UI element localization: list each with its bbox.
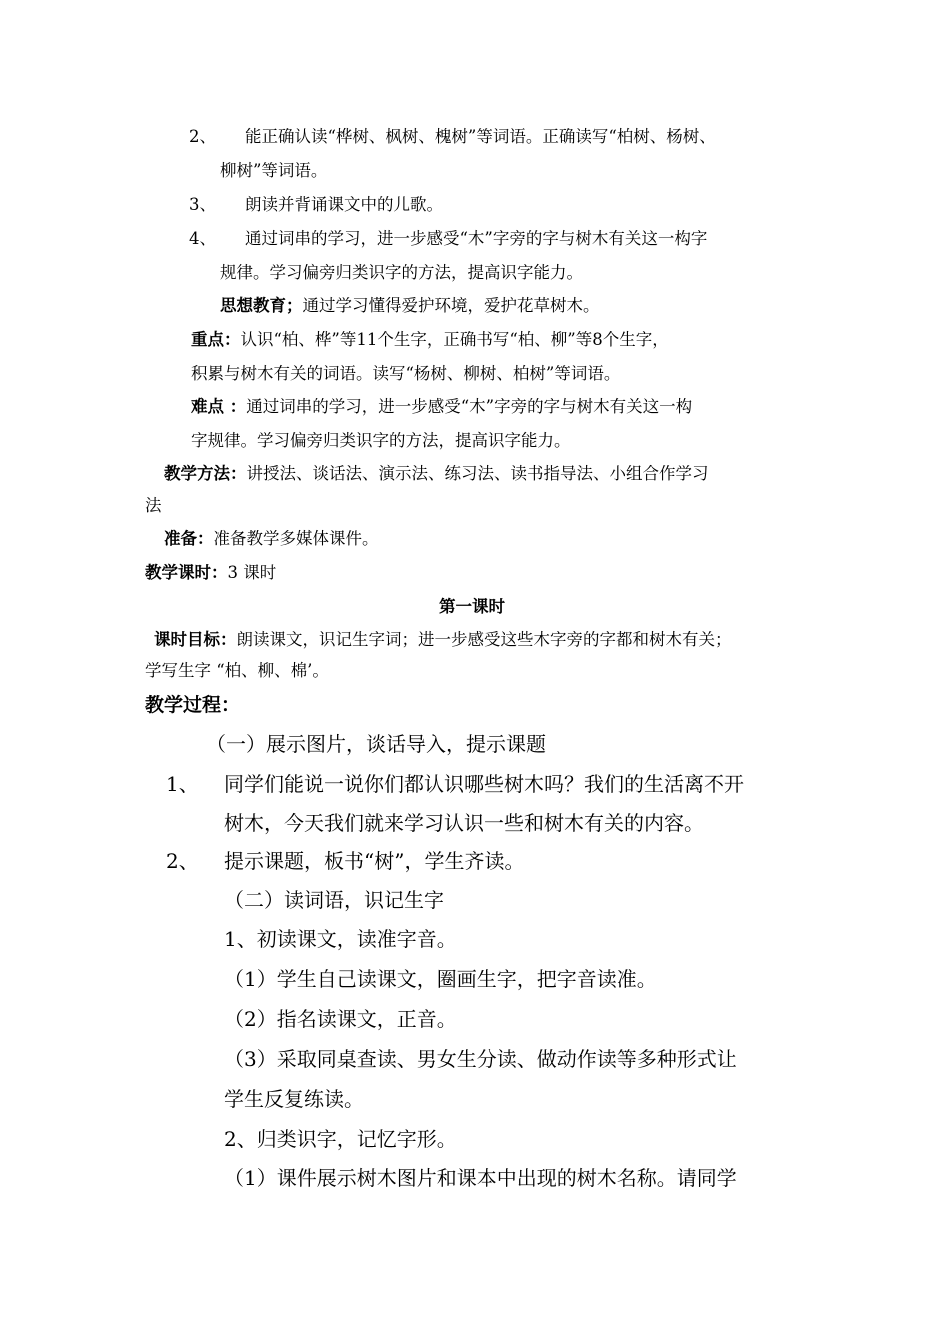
difficulties-text: 通过词串的学习，进一步感受“木”字旁的字与树木有关这一构	[246, 397, 693, 416]
step-1-line-2: 树木，今天我们就来学习认识一些和树木有关的内容。	[224, 811, 704, 835]
substep-2-1: （1）课件展示树木图片和课本中出现的树木名称。请同学	[224, 1166, 737, 1190]
difficulties-line-2: 字规律。学习偏旁归类识字的方法，提高识字能力。	[191, 431, 571, 450]
section-2-heading: （二）读词语，识记生字	[224, 888, 444, 912]
substep-1-2: （2）指名读课文，正音。	[224, 1007, 457, 1031]
methods-text: 讲授法、谈话法、演示法、练习法、读书指导法、小组合作学习	[246, 464, 709, 483]
process-heading: 教学过程：	[145, 694, 241, 716]
key-points-line-2: 积累与树木有关的词语。读写“杨树、柳树、柏树”等词语。	[191, 364, 621, 383]
key-points-text: 认识“柏、桦”等11个生字，正确书写“柏、柳”等8个生字，	[240, 330, 669, 349]
step-1-number: 1、	[166, 772, 199, 796]
lesson-1-title: 第一课时	[439, 597, 505, 616]
lesson-goal-line-1	[154, 632, 732, 649]
step-1-line-1: 同学们能说一说你们都认识哪些树木吗？我们的生活离不开	[224, 772, 744, 796]
objective-2-line-2: 柳树”等词语。	[220, 161, 328, 180]
preparation-label: 准备：	[164, 529, 214, 548]
key-points-line-1	[191, 332, 669, 349]
step-2-number: 2、	[166, 849, 199, 873]
methods-label: 教学方法：	[164, 464, 247, 483]
objective-2-line-1: 能正确认读“桦树、枫树、槐树”等词语。正确读写“柏树、杨树、	[245, 127, 716, 146]
methods-line-1	[164, 466, 709, 483]
substep-2: 2、归类识字，记忆字形。	[224, 1127, 457, 1151]
teaching-hours	[145, 565, 276, 582]
lesson-goal-text: 朗读课文，识记生字词；进一步感受这些木字旁的字都和树木有关；	[236, 630, 732, 649]
objective-3-number: 3、	[189, 195, 216, 214]
substep-1-3-line-2: 学生反复练读。	[224, 1087, 364, 1111]
preparation-text: 准备教学多媒体课件。	[213, 529, 379, 548]
substep-1-1: （1）学生自己读课文，圈画生字，把字音读准。	[224, 967, 657, 991]
key-points-label: 重点：	[191, 330, 241, 349]
difficulties-line-1	[191, 399, 692, 416]
section-1-heading: （一）展示图片，谈话导入，提示课题	[206, 732, 546, 756]
objective-4-line-1: 通过词串的学习，进一步感受“木”字旁的字与树木有关这一构字	[245, 229, 708, 248]
difficulties-label: 难点 ：	[191, 397, 247, 416]
objective-4-number: 4、	[189, 229, 216, 248]
objective-3-text: 朗读并背诵课文中的儿歌。	[245, 195, 443, 214]
lesson-goal-label: 课时目标：	[154, 630, 237, 649]
teaching-hours-text: 3 课时	[227, 563, 277, 582]
preparation	[164, 531, 379, 548]
methods-line-2: 法	[145, 496, 162, 515]
lesson-goal-line-2: 学写生字 “柏、柳、棉’。	[145, 661, 329, 680]
moral-education	[220, 298, 600, 315]
moral-education-label: 思想教育；	[220, 296, 303, 315]
objective-4-line-2: 规律。学习偏旁归类识字的方法，提高识字能力。	[220, 263, 583, 282]
step-2-text: 提示课题，板书“树”，学生齐读。	[224, 849, 525, 873]
teaching-hours-label: 教学课时：	[145, 563, 228, 582]
substep-1: 1、初读课文，读准字音。	[224, 927, 457, 951]
substep-1-3-line-1: （3）采取同桌查读、男女生分读、做动作读等多种形式让	[224, 1047, 737, 1071]
objective-2-number: 2、	[189, 127, 216, 146]
moral-education-text: 通过学习懂得爱护环境，爱护花草树木。	[302, 296, 600, 315]
